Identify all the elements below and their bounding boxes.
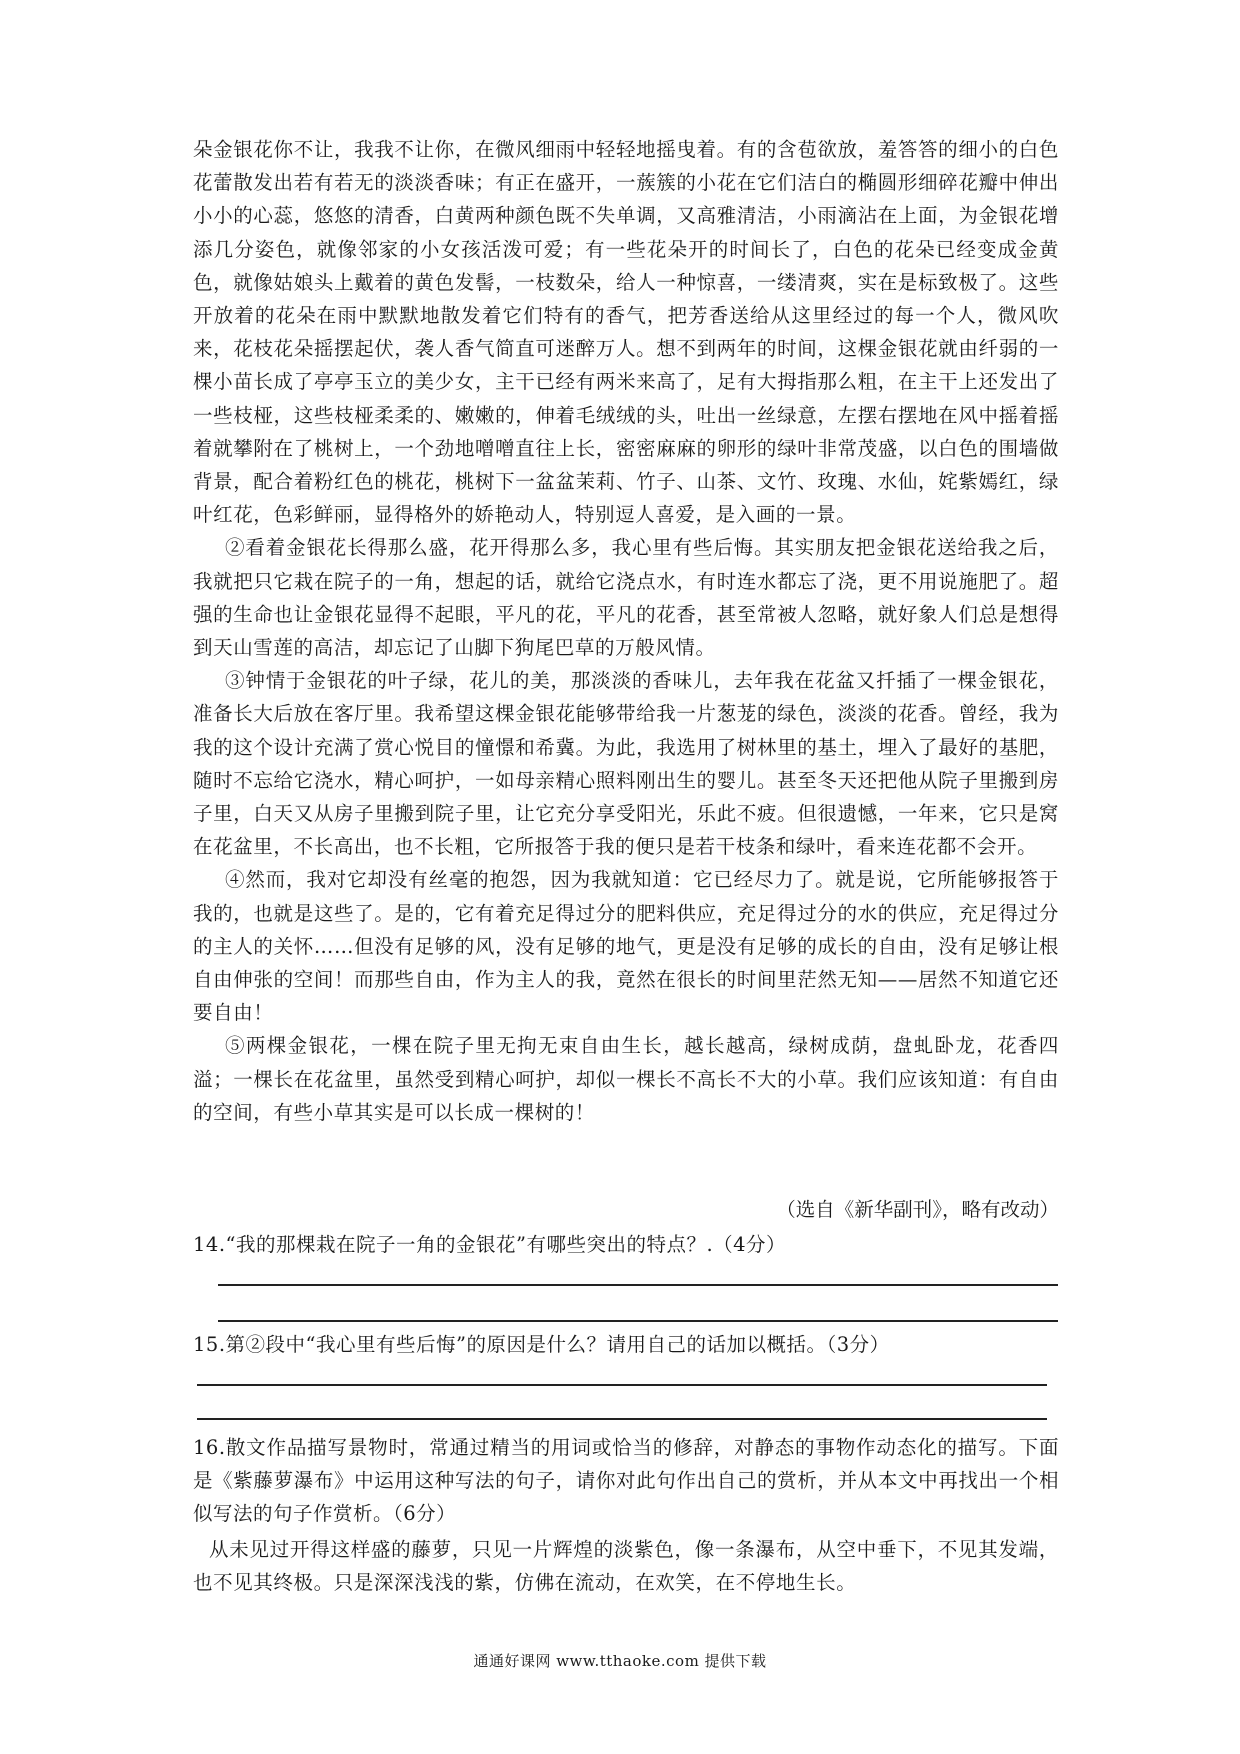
passage-source: （选自《新华副刊》，略有改动） <box>776 1198 1059 1221</box>
passage-paragraph-4: ④然而，我对它却没有丝毫的抱怨，因为我就知道：它已经尽力了。就是说，它所能够报答于我的，也就是这些了。是的，它有着充足得过分的肥料供应，充足得过分的水的供应，充足得过分的主人的关怀……但没有足够的风，没有足够的地气，更是没有足够的成长的自由，没有足够让根自由伸张的空间！而那些自由，作为主人的我，竟然在很长的时间里茫然无知——居然不知道它还要自由！ <box>193 868 1059 1025</box>
passage-paragraph-2: ②看着金银花长得那么盛，花开得那么多，我心里有些后悔。其实朋友把金银花送给我之后，我就把只它栽在院子的一角，想起的话，就给它浇点水，有时连水都忘了浇，更不用说施肥了。超强的生命也让金银花显得不起眼，平凡的花，平凡的花香，甚至常被人忽略，就好象人们总是想得到天山雪莲的高洁，却忘记了山脚下狗尾巴草的万般风情。 <box>193 536 1059 660</box>
passage-body <box>193 133 1059 1129</box>
answer-line-15-2[interactable] <box>197 1418 1047 1420</box>
passage-paragraph-continued: 朵金银花你不让，我我不让你，在微风细雨中轻轻地摇曳着。有的含苞欲放，羞答答的细小的白色花蕾散发出若有若无的淡淡香味；有正在盛开，一蔟簇的小花在它们洁白的椭圆形细碎花瓣中伸出小小的心蕊，悠悠的清香，白黄两种颜色既不失单调，又高雅清洁，小雨滴沾在上面，为金银花增添几分姿色，就像邻家的小女孩活泼可爱；有一些花朵开的时间长了，白色的花朵已经变成金黄色，就像姑娘头上戴着的黄色发髻，一枝数朵，给人一种惊喜，一缕清爽，实在是标致极了。这些开放着的花朵在雨中默默地散发着它们特有的香气，把芳香送给从这里经过的每一个人，微风吹来，花枝花朵摇摆起伏，袭人香气简直可迷醉万人。想不到两年的时间，这棵金银花就由纤弱的一棵小苗长成了亭亭玉立的美少女，主干已经有两米来高了，足有大拇指那么粗，在主干上还发出了一些枝桠，这些枝桠柔柔的、嫩嫩的，伸着毛绒绒的头，吐出一丝绿意，左摆右摆地在风中摇着摇着就攀附在了桃树上，一个劲地噌噌直往上长，密密麻麻的卵形的绿叶非常茂盛，以白色的围墙做背景，配合着粉红色的桃花，桃树下一盆盆茉莉、竹子、山茶、文竹、玫瑰、水仙，姹紫嫣红，绿叶红花，色彩鲜丽，显得格外的娇艳动人，特别逗人喜爱，是入画的一景。 <box>193 138 1059 527</box>
answer-line-14-2[interactable] <box>218 1320 1058 1322</box>
question-16-quote: 从未见过开得这样盛的藤萝，只见一片辉煌的淡紫色，像一条瀑布，从空中垂下，不见其发端，也不见其终极。只是深深浅浅的紫，仿佛在流动，在欢笑，在不停地生长。 <box>193 1538 1059 1595</box>
passage-paragraph-5: ⑤两棵金银花，一棵在院子里无拘无束自由生长，越长越高，绿树成荫，盘虬卧龙，花香四溢；一棵长在花盆里，虽然受到精心呵护，却似一棵长不高长不大的小草。我们应该知道：有自由的空间，有些小草其实是可以长成一棵树的！ <box>193 1034 1059 1124</box>
page-footer: 通通好课网 www.tthaoke.com 提供下载 <box>473 1652 767 1670</box>
question-14: 14.“我的那棵栽在院子一角的金银花”有哪些突出的特点？.（4分） <box>193 1233 787 1256</box>
passage-paragraph-3: ③钟情于金银花的叶子绿，花儿的美，那淡淡的香味儿，去年我在花盆又扦插了一棵金银花，准备长大后放在客厅里。我希望这棵金银花能够带给我一片葱茏的绿色，淡淡的花香。曾经，我为我的这个设计充满了赏心悦目的憧憬和希冀。为此，我选用了树林里的基土，埋入了最好的基肥，随时不忘给它浇水，精心呵护，一如母亲精心照料刚出生的婴儿。甚至冬天还把他从院子里搬到房子里，白天又从房子里搬到院子里，让它充分享受阳光，乐此不疲。但很遗憾，一年来，它只是窝在花盆里，不长高出，也不长粗，它所报答于我的便只是若干枝条和绿叶，看来连花都不会开。 <box>193 669 1059 859</box>
answer-line-15-1[interactable] <box>197 1384 1047 1386</box>
answer-line-14-1[interactable] <box>218 1284 1058 1286</box>
question-16: 16.散文作品描写景物时，常通过精当的用词或恰当的修辞，对静态的事物作动态化的描写。下面是《紫藤萝瀑布》中运用这种写法的句子，请你对此句作出自己的赏析，并从本文中再找出一个相似写法的句子作赏析。（6分） <box>193 1436 1059 1526</box>
question-15: 15.第②段中“我心里有些后悔”的原因是什么？请用自己的话加以概括。（3分） <box>193 1333 890 1356</box>
